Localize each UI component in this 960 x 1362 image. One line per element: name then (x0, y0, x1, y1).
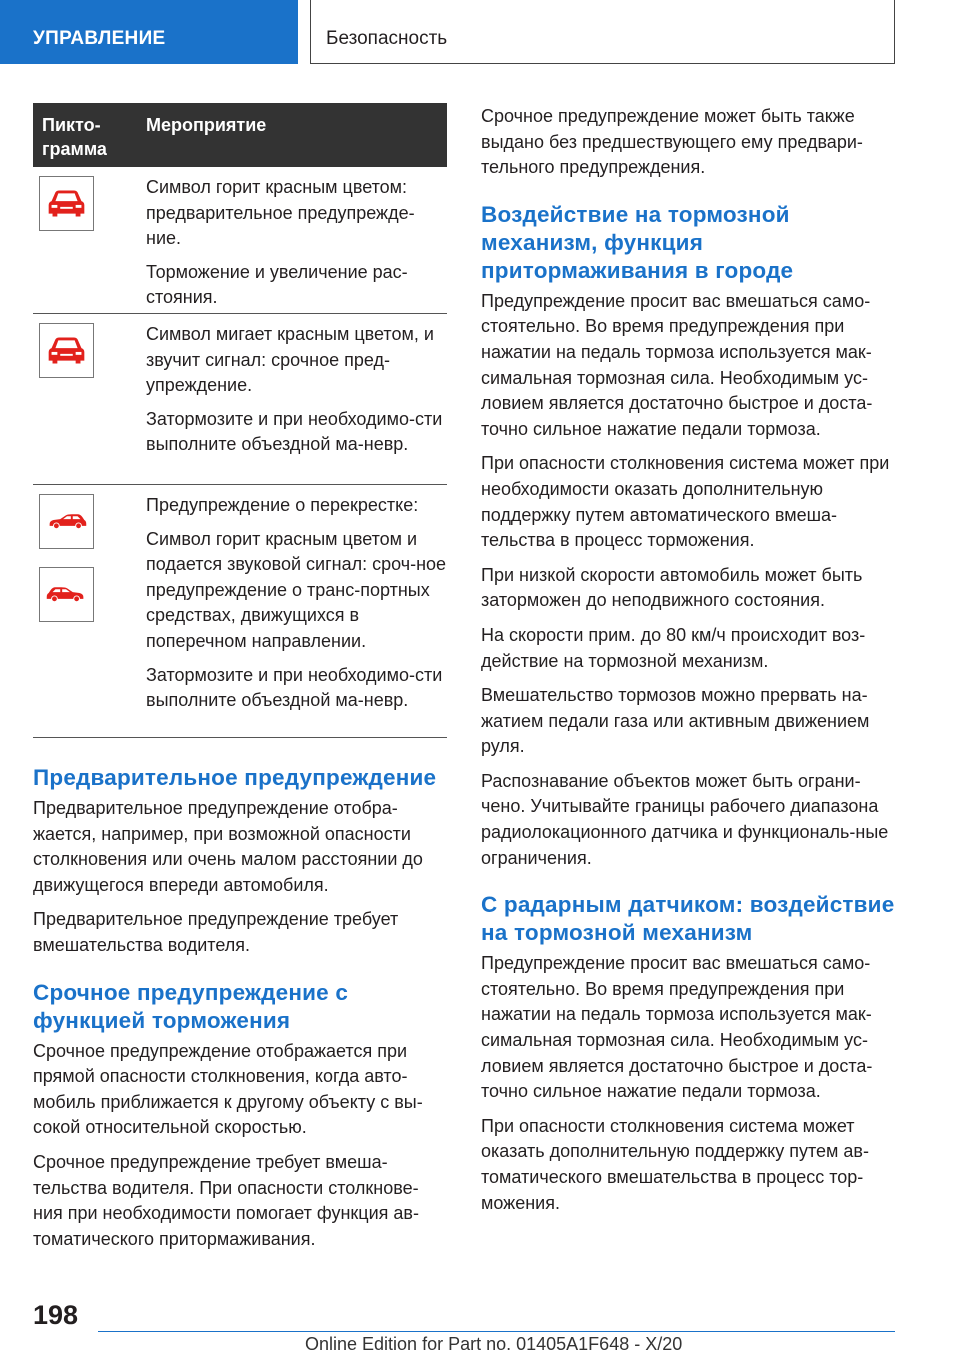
left-column (33, 103, 447, 1261)
paragraph: При опасности столкновения система может оказать дополнительную поддержку путем ав-томатического вмешательства в процесс тор-можения. (481, 1115, 869, 1213)
page-number: 198 (33, 1300, 79, 1330)
subsection-title: Безопасность (326, 28, 448, 49)
action-text: Символ горит красным цветом: предварительное предупрежде-ние. (146, 177, 415, 249)
paragraph: Срочное предупреждение отображается при прямой опасности столкновения, когда авто-мобиль приближается к другому объекту с вы-сокой относительной скоростью. (33, 1040, 423, 1138)
paragraph: Предупреждение просит вас вмешаться само-стоятельно. Во время предупреждения при нажатии на педаль тормоза используется мак-симальная тормозная сила. Необходимым ус-ловием является достаточно быстрое и доста-точно сильное нажатие педали тормоза. (481, 953, 873, 1102)
car-side-right-red-icon (39, 567, 94, 622)
paragraph: Вмешательство тормозов можно прервать на-жатием педали газа или активным движением руля. (481, 685, 870, 757)
table-header (33, 103, 447, 167)
right-column (481, 104, 895, 1225)
action-text: Предупреждение о перекрестке: (146, 495, 419, 515)
pictogram-table (33, 103, 447, 738)
action-text: Торможение и увеличение рас-стояния. (146, 261, 408, 308)
paragraph: Предварительное предупреждение отобра-жается, например, при возможной опасности столкновения или очень малом расстоянии до движущегося впереди автомобиля. (33, 798, 423, 895)
paragraph: Срочное предупреждение может быть также выдано без предшествующего ему предвари-тельного предупреждения. (481, 106, 863, 178)
table-row (33, 314, 447, 485)
section-heading: С радарным датчиком: воздействие на тормозной механизм (481, 892, 895, 946)
paragraph: Предварительное предупреждение требует вмешательства водителя. (33, 909, 399, 955)
table-row (33, 485, 447, 738)
paragraph: При опасности столкновения система может при необходимости оказать дополнительную поддержку путем автоматического вмеша-тельства в процесс торможения. (481, 453, 890, 551)
table-row (33, 167, 447, 314)
action-text: Символ мигает красным цветом, и звучит сигнал: срочное пред-упреждение. (146, 324, 434, 396)
car-side-left-red-icon (39, 494, 94, 549)
section-pre-warning (33, 764, 447, 959)
section-heading: Предварительное предупреждение (33, 765, 437, 790)
section-urgent-warning (33, 979, 447, 1253)
action-text: Затормозите и при необходимо-сти выполните объездной ма-невр. (146, 664, 443, 711)
car-front-red-icon (39, 323, 94, 378)
section-brake-intervention-city (481, 201, 895, 871)
car-front-red-icon (39, 176, 94, 231)
action-text: Затормозите и при необходимо-сти выполните объездной ма-невр. (146, 408, 443, 455)
footer-divider (98, 1331, 895, 1332)
subsection-tab (310, 0, 895, 64)
paragraph: Предупреждение просит вас вмешаться само-стоятельно. Во время предупреждения при нажатии на педаль тормоза используется мак-симальная тормозная сила. Необходимым ус-ловием является достаточно быстрое и доста-точно сильное нажатие педали тормоза. (481, 290, 873, 439)
section-title: УПРАВЛЕНИЕ (33, 28, 166, 49)
section-heading: Воздействие на тормозной механизм, функция притормаживания в городе (481, 201, 794, 283)
column-header-pictogram: Пикто- грамма (42, 115, 107, 159)
page-header (0, 0, 960, 64)
edition-footer: Online Edition for Part no. 01405A1F648 - X/20 (305, 1334, 683, 1354)
paragraph: При низкой скорости автомобиль может быть заторможен до неподвижного состояния. (481, 564, 863, 611)
section-radar-brake-intervention (481, 891, 895, 1216)
paragraph: Срочное предупреждение требует вмеша-тельства водителя. При опасности столкнове-ния при необходимости помогает функция ав-томатического притормаживания. (33, 1151, 419, 1249)
column-header-action: Мероприятие (146, 115, 267, 135)
action-text: Символ горит красным цветом и подается звуковой сигнал: сроч-ное предупреждение о транс-портных средствах, движущихся в поперечном направлении. (146, 528, 447, 651)
paragraph: Распознавание объектов может быть ограни-чено. Учитывайте границы рабочего диапазона радиолокационного датчика и функциональ-ные ограничения. (481, 770, 889, 868)
section-tab[interactable] (0, 0, 298, 64)
paragraph: На скорости прим. до 80 км/ч происходит воз-действие на тормозной механизм. (481, 624, 866, 671)
section-heading: Срочное предупреждение с функцией торможения (33, 979, 349, 1033)
